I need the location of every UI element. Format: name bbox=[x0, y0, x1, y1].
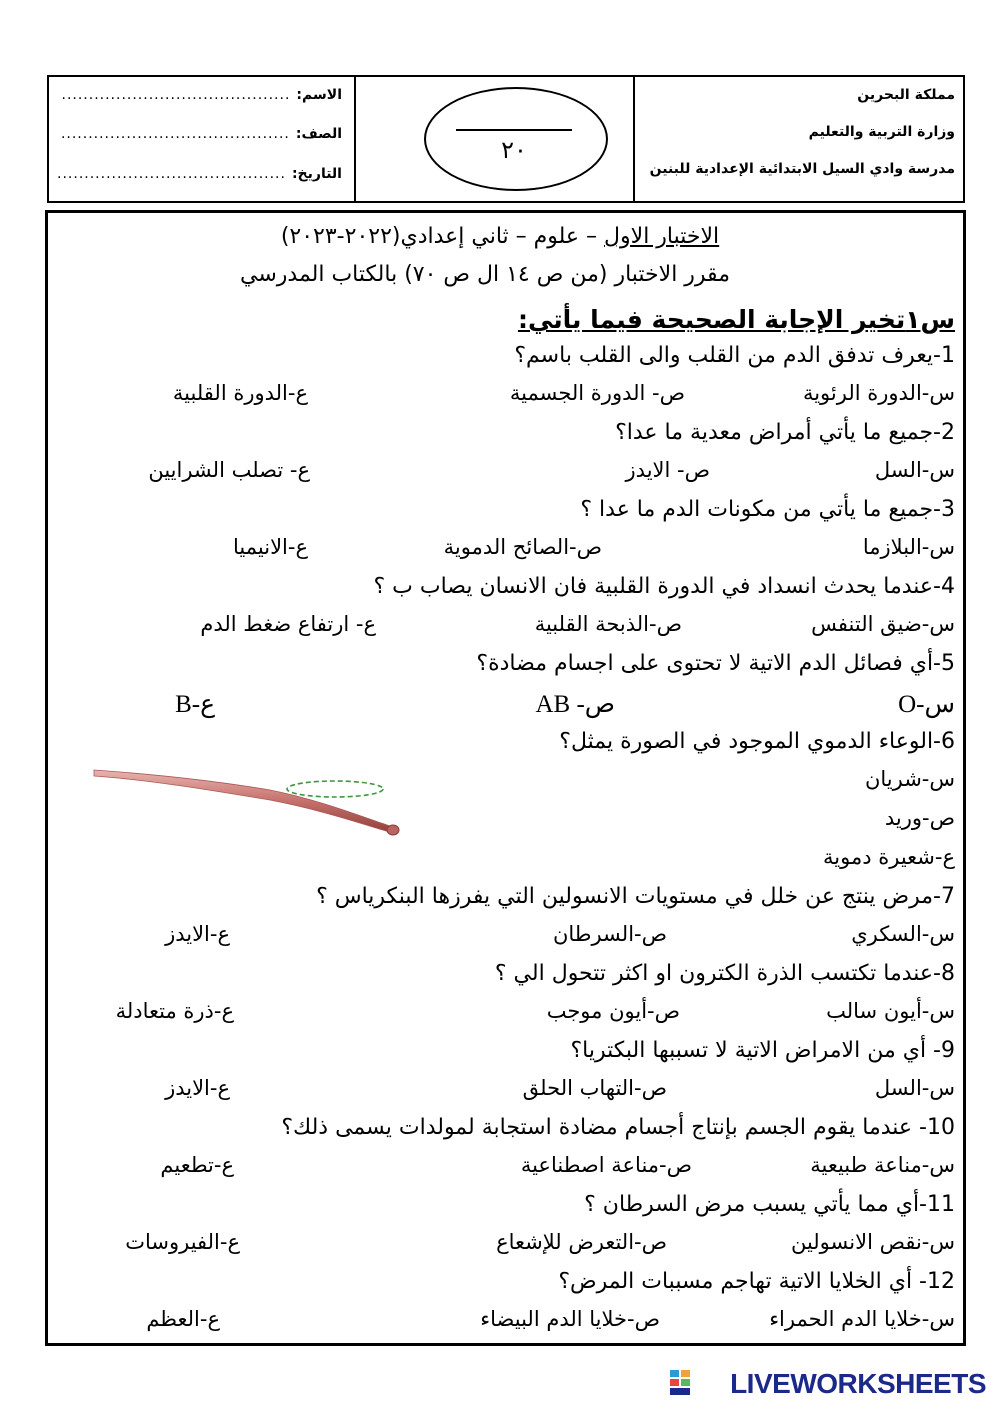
header-divider-right bbox=[633, 77, 635, 201]
q6-option-a[interactable]: س-شريان bbox=[864, 767, 955, 791]
class-field[interactable] bbox=[57, 126, 342, 142]
school-label: مدرسة وادي السيل الابتدائية الإعدادية للبنين bbox=[649, 161, 955, 177]
q5-option-b[interactable]: ص- AB bbox=[535, 691, 615, 718]
score-total: ٢٠ bbox=[501, 136, 527, 164]
q7-option-b[interactable]: ص-السرطان bbox=[552, 922, 667, 946]
q1-option-b[interactable]: ص- الدورة الجسمية bbox=[509, 381, 685, 405]
score-blank-line[interactable] bbox=[456, 129, 572, 131]
country-label: مملكة البحرين bbox=[857, 87, 955, 103]
q12-option-c[interactable]: ع-العظم bbox=[146, 1307, 220, 1331]
liveworksheets-logo-text: LIVEWORKSHEETS bbox=[730, 1368, 986, 1399]
q2-option-b[interactable]: ص- الايدز bbox=[625, 458, 710, 482]
date-dots: .......................................... bbox=[57, 166, 286, 182]
q3-option-b[interactable]: ص-الصائح الدموية bbox=[443, 535, 602, 559]
q3-option-c[interactable]: ع-الانيميا bbox=[233, 535, 308, 559]
q4-option-b[interactable]: ص-الذبحة القلبية bbox=[534, 612, 682, 636]
q10-option-c[interactable]: ع-تطعيم bbox=[160, 1153, 234, 1177]
blood-vessel-image bbox=[90, 760, 410, 845]
q12-option-b[interactable]: ص-خلايا الدم البيضاء bbox=[480, 1307, 660, 1331]
exam-scope: مقرر الاختبار (من ص ١٤ ال ص ٧٠) بالكتاب المدرسي bbox=[240, 262, 730, 287]
q5-option-a[interactable]: س-O bbox=[898, 691, 955, 718]
class-label: الصف: bbox=[295, 126, 342, 142]
date-label: التاريخ: bbox=[291, 166, 342, 182]
name-dots: .......................................... bbox=[61, 87, 291, 103]
name-field[interactable] bbox=[57, 87, 342, 103]
q1-option-a[interactable]: س-الدورة الرئوية bbox=[802, 381, 955, 405]
class-dots: .......................................... bbox=[60, 126, 290, 142]
q6-option-b[interactable]: ص-وريد bbox=[884, 806, 955, 830]
exam-title bbox=[0, 224, 1000, 249]
question-4: 4-عندما يحدث انسداد في الدورة القلبية فان الانسان يصاب ب ؟ bbox=[373, 574, 955, 599]
q2-option-a[interactable]: س-السل bbox=[874, 458, 955, 482]
q9-option-c[interactable]: ع-الايدز bbox=[165, 1076, 230, 1100]
highlight-ellipse bbox=[287, 781, 383, 797]
question-8: 8-عندما تكتسب الذرة الكترون او اكثر تتحول الي ؟ bbox=[494, 961, 955, 986]
q4-option-a[interactable]: س-ضيق التنفس bbox=[811, 612, 955, 636]
q11-option-c[interactable]: ع-الفيروسات bbox=[125, 1230, 240, 1254]
ministry-label: وزارة التربية والتعليم bbox=[808, 124, 955, 140]
question-6: 6-الوعاء الدموي الموجود في الصورة يمثل؟ bbox=[559, 729, 955, 754]
q9-option-a[interactable]: س-السل bbox=[874, 1076, 955, 1100]
question-12: 12- أي الخلايا الاتية تهاجم مسببات المرض؟ bbox=[558, 1269, 955, 1294]
q5-option-c[interactable]: ع-B bbox=[175, 691, 215, 718]
exam-title-rest: – علوم – ثاني إعدادي(٢٠٢٢-٢٠٢٣) bbox=[280, 224, 598, 249]
question-7: 7-مرض ينتج عن خلل في مستويات الانسولين التي يفرزها البنكرياس ؟ bbox=[316, 884, 955, 909]
q2-option-c[interactable]: ع- تصلب الشرايين bbox=[148, 458, 310, 482]
exam-title-prefix: الاختبار الاول bbox=[604, 224, 720, 249]
question-2: 2-جميع ما يأتي أمراض معدية ما عدا؟ bbox=[615, 420, 955, 445]
q8-option-a[interactable]: س-أيون سالب bbox=[826, 999, 955, 1023]
q8-option-c[interactable]: ع-ذرة متعادلة bbox=[115, 999, 234, 1023]
q11-option-a[interactable]: س-نقص الانسولين bbox=[790, 1230, 955, 1254]
date-field[interactable] bbox=[57, 166, 342, 182]
q6-option-c[interactable]: ع-شعيرة دموية bbox=[823, 845, 955, 869]
q10-option-a[interactable]: س-مناعة طبيعية bbox=[810, 1153, 955, 1177]
q4-option-c[interactable]: ع- ارتفاع ضغط الدم bbox=[200, 612, 376, 636]
q9-option-b[interactable]: ص-التهاب الحلق bbox=[522, 1076, 667, 1100]
question-3: 3-جميع ما يأتي من مكونات الدم ما عدا ؟ bbox=[580, 497, 955, 522]
header-divider-left bbox=[354, 77, 356, 201]
q10-option-b[interactable]: ص-مناعة اصطناعية bbox=[520, 1153, 692, 1177]
question-11: 11-أي مما يأتي يسبب مرض السرطان ؟ bbox=[584, 1192, 955, 1217]
q1-option-c[interactable]: ع-الدورة القلبية bbox=[172, 381, 308, 405]
q7-option-c[interactable]: ع-الايدز bbox=[165, 922, 230, 946]
q12-option-a[interactable]: س-خلايا الدم الحمراء bbox=[769, 1307, 955, 1331]
q8-option-b[interactable]: ص-أيون موجب bbox=[546, 999, 680, 1023]
name-label: الاسم: bbox=[296, 87, 342, 103]
q3-option-a[interactable]: س-البلازما bbox=[862, 535, 955, 559]
question-9: 9- أي من الامراض الاتية لا تسببها البكتريا؟ bbox=[570, 1038, 955, 1063]
liveworksheets-logo-icon bbox=[670, 1370, 692, 1396]
question-10: 10- عندما يقوم الجسم بإنتاج أجسام مضادة استجابة لمولدات يسمى ذلك؟ bbox=[281, 1115, 955, 1140]
question-1: 1-يعرف تدفق الدم من القلب والى القلب باسم؟ bbox=[514, 343, 955, 368]
q11-option-b[interactable]: ص-التعرض للإشعاع bbox=[496, 1230, 667, 1254]
q7-option-a[interactable]: س-السكري bbox=[851, 922, 955, 946]
section-title: س١تخير الإجابة الصحيحة فيما يأتي: bbox=[517, 305, 955, 334]
question-5: 5-أي فصائل الدم الاتية لا تحتوى على اجسام مضادة؟ bbox=[476, 651, 955, 676]
